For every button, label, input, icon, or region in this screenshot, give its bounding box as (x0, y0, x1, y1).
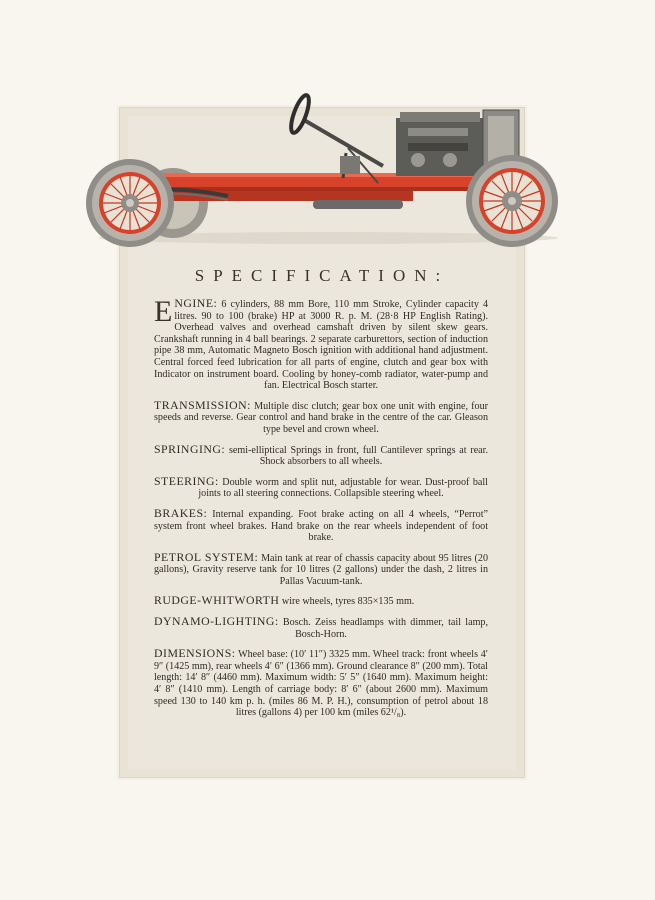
brakes-term: BRAKES: (154, 505, 208, 520)
specification-text (154, 295, 488, 727)
petrol-term: PETROL SYSTEM: (154, 549, 259, 564)
engine-term: NGINE: (174, 296, 218, 310)
chassis-illustration (78, 88, 572, 250)
engine-text: 6 cylinders, 88 mm Bore, 110 mm Stroke, Cylinder capacity 4 litres. 90 to 100 (brake) HP at 3000 R. p. M. (28·8 HP English Rating). Overhead valves and overhead camshaft driven by silent skew gears. Crankshaft running in 4 ball bearings. 2 separate carburettors, section of induction pipe 38 mm, Automatic Magneto Bosch ignition with additional hand adjustment. Central forced feed lubrication for all parts of engine, clutch and gear box with Indicator on instrument board. Cooling by honey-comb radiator, water-pump and fan. Electrical Bosch starter. (154, 299, 488, 392)
steering-paragraph (154, 473, 488, 500)
transmission-paragraph (154, 397, 488, 436)
rudge-paragraph (154, 595, 488, 608)
dynamo-term: DYNAMO-LIGHTING: (154, 614, 279, 629)
springing-paragraph (154, 441, 488, 468)
transmission-term: TRANSMISSION: (154, 397, 251, 412)
front-wheel (466, 155, 558, 247)
engine-paragraph (154, 295, 488, 392)
springing-term: SPRINGING: (154, 441, 226, 456)
dimensions-text: Wheel base: (10′ 11″) 3325 mm. Wheel track: front wheels 4′ 9″ (1425 mm), rear wheels 4′ 6″ (1366 mm). Ground clearance 8″ (200 mm). Total length: 14′ 8″ (4460 mm). Maximum width: 5′ 5″ (1640 mm). Maximum height: 4′ 8″ (1410 mm). Length of carriage body: 8′ 6″ (about 2600 mm). Maximum speed 130 to 140 km p. h. (miles 86 M. P. H.), consumption of petrol about 18 litres (gallons 4) per 100 km (miles 62¹/₈). (154, 649, 488, 719)
rudge-term: RUDGE-WHITWORTH (154, 593, 280, 608)
dimensions-paragraph (154, 648, 488, 719)
drop-cap: E (154, 295, 173, 328)
dynamo-paragraph (154, 616, 488, 640)
brakes-paragraph (154, 505, 488, 544)
rudge-text: wire wheels, tyres 835×135 mm. (279, 596, 415, 608)
transmission-text: Multiple disc clutch; gear box one unit with engine, four speeds and reverse. Gear control and hand brake in the centre of the car. Gleason type bevel and crown wheel. (154, 400, 488, 435)
dimensions-term: DIMENSIONS: (154, 646, 236, 661)
steering-wheel (288, 93, 383, 183)
petrol-text: Main tank at rear of chassis capacity about 95 litres (20 gallons), Gravity reserve tank for 10 litres (2 gallons) under the dash, 2 litres in Pallas Vacuum-tank. (154, 552, 488, 587)
rear-wheel (86, 159, 174, 247)
page-title: SPECIFICATION: (194, 266, 450, 285)
steering-term: STEERING: (154, 473, 219, 488)
steering-text: Double worm and split nut, adjustable for wear. Dust-proof ball joints to all steering connections. Collapsible steering wheel. (198, 476, 488, 500)
springing-text: semi-elliptical Springs in front, full Cantilever springs at rear. Shock absorbers to all wheels. (225, 444, 488, 468)
petrol-paragraph (154, 549, 488, 588)
dynamo-text: Bosch. Zeiss headlamps with dimmer, tail lamp, Bosch-Horn. (278, 617, 488, 640)
brakes-text: Internal expanding. Foot brake acting on all 4 wheels, “Perrot” system front wheel brakes. Hand brake on the rear wheels independent of foot brake. (154, 508, 488, 544)
